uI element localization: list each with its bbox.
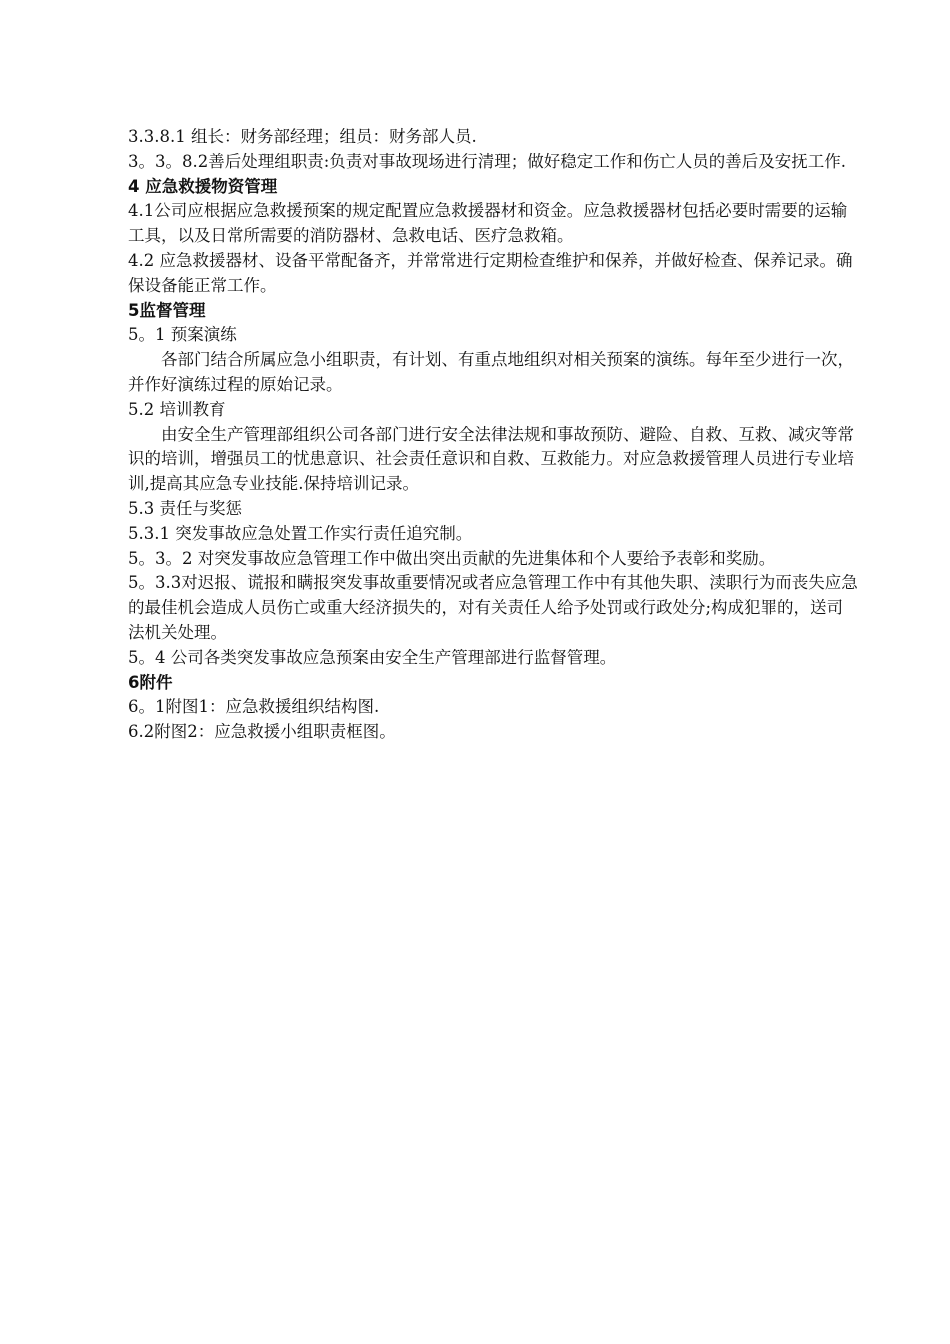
section-heading-4: 4 应急救援物资管理 [128, 176, 278, 196]
subheading-5-3: 5.3 责任与奖惩 [128, 498, 242, 518]
clause-4-2: 4.2 应急救援器材、设备平常配备齐，并常常进行定期检查维护和保养，并做好检查、保养记录。确保设备能正常工作。 [128, 250, 853, 295]
subheading-5-1: 5。1 预案演练 [128, 325, 237, 345]
clause-3-3-8-1: 3.3.8.1 组长：财务部经理；组员：财务部人员. [128, 127, 477, 146]
paragraph-5-1: 各部门结合所属应急小组职责，有计划、有重点地组织对相关预案的演练。每年至少进行一次，并作好演练过程的原始记录。 [128, 350, 854, 394]
section-heading-6: 6附件 [128, 672, 173, 692]
clause-3-3-8-2: 3。3。8.2善后处理组职责:负责对事故现场进行清理；做好稳定工作和伤亡人员的善后及安抚工作. [128, 151, 847, 171]
section-heading-5: 5监督管理 [128, 300, 206, 320]
clause-5-3-2: 5。3。2 对突发事故应急管理工作中做出突出贡献的先进集体和个人要给予表彰和奖励。 [128, 548, 776, 568]
document-page [128, 125, 858, 745]
paragraph-5-2: 由安全生产管理部组织公司各部门进行安全法律法规和事故预防、避险、自救、互救、减灾等常识的培训，增强员工的忧患意识、社会责任意识和自救、互救能力。对应急救援管理人员进行专业培训,提高其应急专业技能.保持培训记录。 [128, 424, 854, 494]
clause-5-3-1: 5.3.1 突发事故应急处置工作实行责任追究制。 [128, 523, 473, 543]
appendix-6-2: 6.2附图2：应急救援小组职责框图。 [128, 722, 396, 742]
clause-5-3-3: 5。3.3对迟报、谎报和瞒报突发事故重要情况或者应急管理工作中有其他失职、渎职行为而丧失应急的最佳机会造成人员伤亡或重大经济损失的，对有关责任人给予处罚或行政处分;构成犯罪的，送司法机关处理。 [128, 573, 858, 642]
appendix-6-1: 6。1附图1：应急救援组织结构图. [128, 697, 380, 717]
clause-5-4: 5。4 公司各类突发事故应急预案由安全生产管理部进行监督管理。 [128, 647, 617, 667]
clause-4-1: 4.1公司应根据应急救援预案的规定配置应急救援器材和资金。应急救援器材包括必要时需要的运输工具，以及日常所需要的消防器材、急救电话、医疗急救箱。 [128, 201, 848, 246]
subheading-5-2: 5.2 培训教育 [128, 399, 226, 419]
